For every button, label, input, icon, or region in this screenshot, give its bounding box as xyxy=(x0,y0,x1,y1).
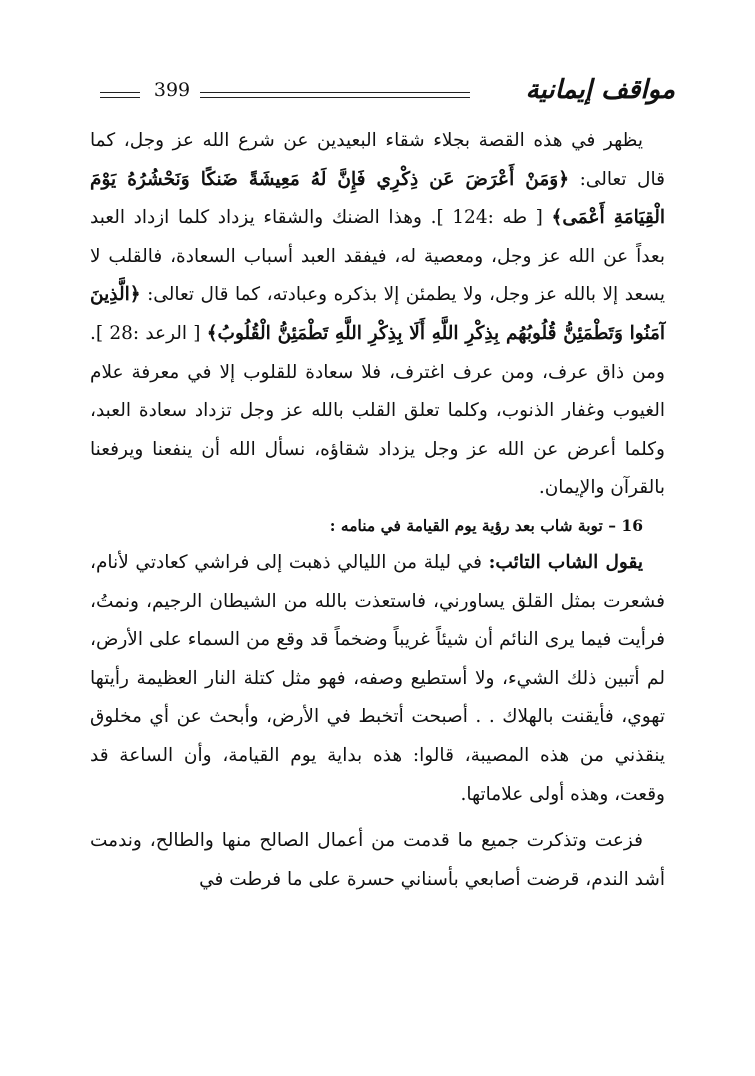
paragraph-1-intro: يظهر في هذه القصة بجلاء شقاء البعيدين عن شرع الله عز وجل، كما قال تعالى: xyxy=(90,130,665,190)
paragraph-2 xyxy=(90,544,665,814)
section-heading: 16 – توبة شاب بعد رؤية يوم القيامة في منامه : xyxy=(329,515,643,535)
page-body xyxy=(90,122,665,899)
page-header xyxy=(100,75,675,118)
header-rule-left-short xyxy=(100,92,140,93)
paragraph-1 xyxy=(90,122,665,508)
paragraph-1-end: . ومن ذاق عرف، ومن عرف اغترف، فلا سعادة للقلوب إلا في معرفة علام الغيوب وغفار الذنوب، وكلما تعلق القلب بالله عز وجل تزداد سعادة العبد، وكلما أعرض عن الله عز وجل يزداد شقاؤه، نسأل الله أن ينفعنا ويرفعنا بالقرآن والإيمان. xyxy=(90,322,665,499)
verse-reference-1: [ طه :124 ] xyxy=(436,207,543,229)
verse-reference-2: [ الرعد :28 ] xyxy=(95,322,201,344)
paragraph-2-body: في ليلة من الليالي ذهبت إلى فراشي كعادتي لأنام، فشعرت بمثل القلق يساورني، فاستعذت بالله من الشيطان الرجيم، ونمتُ، فرأيت فيما يرى النائم أن شيئاً غريباً وضخماً قد وقع من السماء على الأرض، لم أتبين ذلك الشيء، ولا أستطيع وصفه، فهو مثل كتلة النار العظيمة رأيتها تهوي، فأيقنت بالهلاك . . أصبحت أتخبط في الأرض، وأبحث عن أي مخلوق ينقذني من هذه المصيبة، قالوا: هذه بداية يوم القيامة، وأن الساعة قد وقعت، وهذه أولى علاماتها. xyxy=(90,551,665,805)
header-rule-middle-2 xyxy=(200,97,470,98)
quran-verse-1: ﴿وَمَنْ أَعْرَضَ عَن ذِكْرِي فَإِنَّ لَهُ مَعِيشَةً ضَنكًا وَنَحْشُرُهُ يَوْمَ الْقِيَامَةِ أَعْمَى﴾ xyxy=(90,168,665,229)
header-rule-left-short-2 xyxy=(100,97,140,98)
running-title: مواقف إيمانية xyxy=(525,75,675,105)
paragraph-3: فزعت وتذكرت جميع ما قدمت من أعمال الصالح منها والطالح، وندمت أشد الندم، قرضت أصابعي بأسناني حسرة على ما فرطت في xyxy=(90,830,665,890)
quran-verse-2: ﴿الَّذِينَ آمَنُوا وَتَطْمَئِنُّ قُلُوبُهُم بِذِكْرِ اللَّهِ أَلَا بِذِكْرِ اللَّهِ تَطْمَئِنُّ الْقُلُوبُ﴾ xyxy=(90,284,665,344)
page-number: 399 xyxy=(153,79,191,101)
header-rule-middle xyxy=(200,92,470,93)
speaker-label: يقول الشاب التائب: xyxy=(488,551,643,573)
paragraph-1-body: . وهذا الضنك والشقاء يزداد كلما ازداد العبد بعداً عن الله عز وجل، ومعصية له، فيفقد العبد أسباب السعادة، فالقلب لا يسعد إلا بالله عز وجل، ولا يطمئن إلا بذكره وعبادته، كما قال تعالى: xyxy=(90,207,665,306)
paragraph-gap xyxy=(90,814,665,822)
